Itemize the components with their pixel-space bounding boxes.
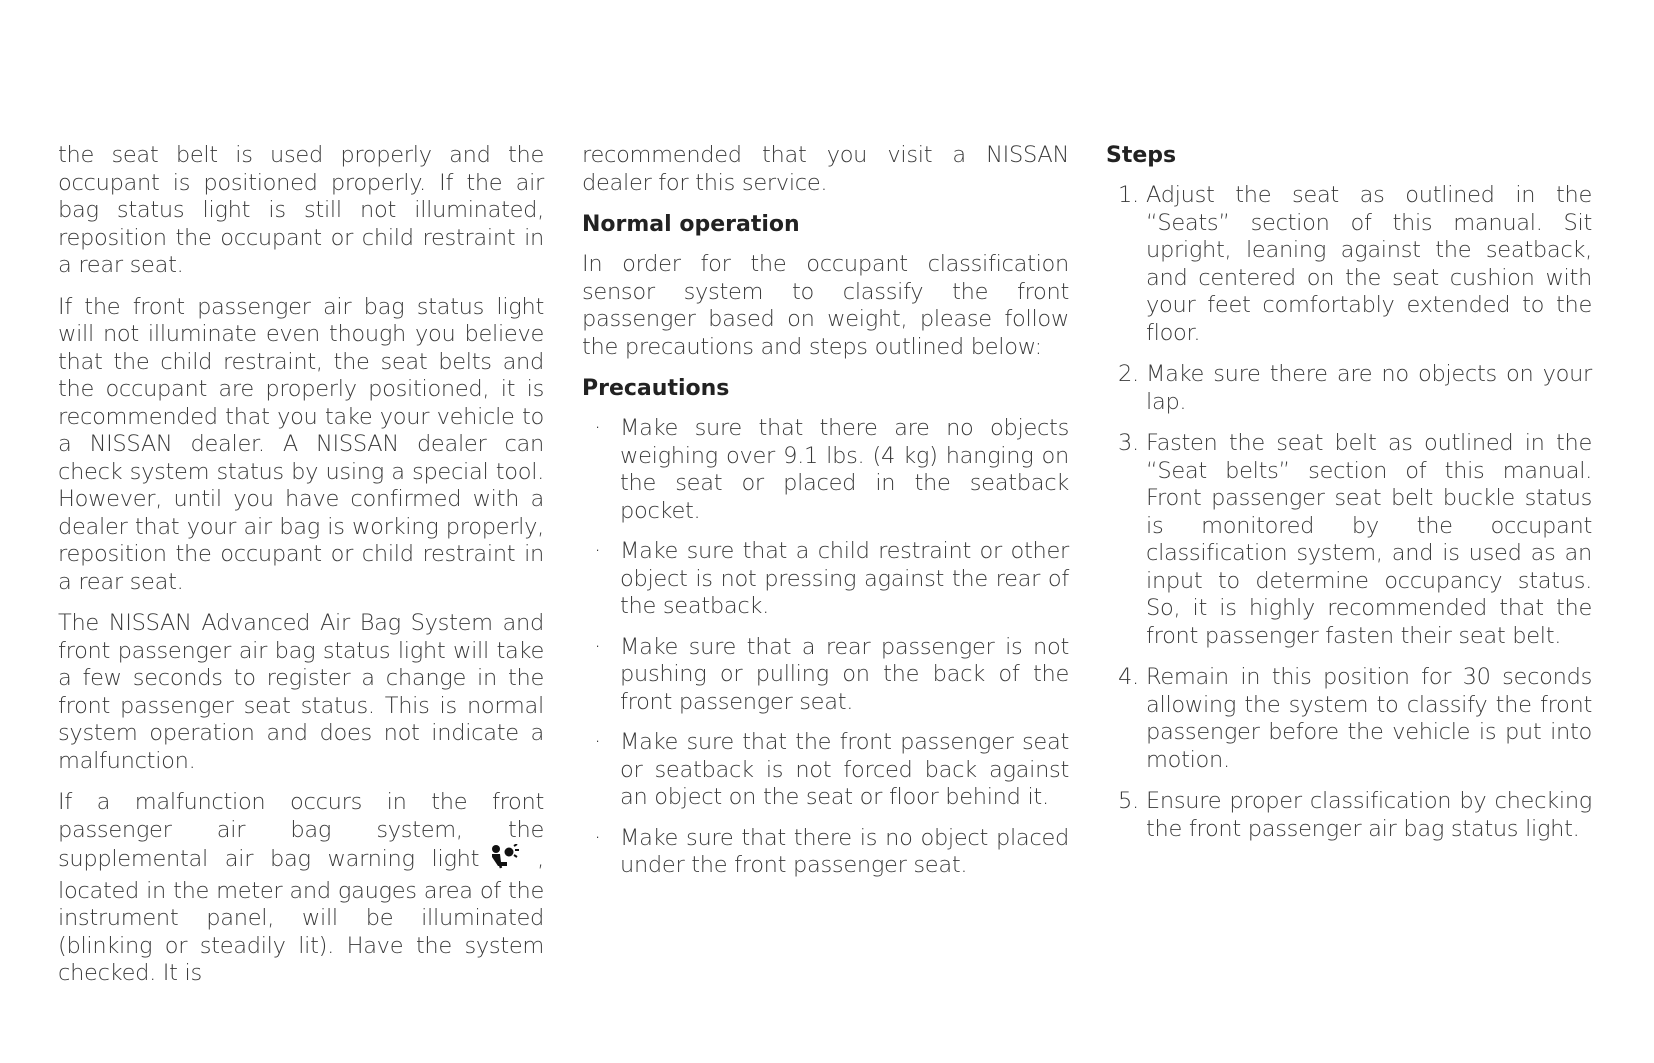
list-item — [582, 729, 1069, 812]
list-item — [1106, 182, 1592, 347]
bullet-marker: · — [594, 415, 601, 441]
list-item-text: Make sure that there is no object placed under the front passenger seat. — [620, 824, 1069, 878]
airbag-warning-icon — [489, 844, 519, 878]
step-text: Adjust the seat as outlined in the “Seats” section of this manual. Sit upright, leaning against the seatback, and centered on the seat cushion with your feet comfortably extended to the floor. — [1146, 182, 1592, 346]
column-middle — [582, 142, 1069, 893]
step-number: 5. — [1118, 788, 1139, 814]
malfunction-text-end: , located in the meter and gauges area of the instrument panel, will be illuminated (blinking or steadily lit). Have the system checked. It is — [58, 846, 544, 986]
step-text: Ensure proper classification by checking the front passenger air bag status light. — [1146, 788, 1592, 842]
list-item — [582, 538, 1069, 621]
heading-normal-operation: Normal operation — [582, 212, 800, 237]
paragraph-visit-dealer: recommended that you visit a NISSAN dealer for this service. — [582, 142, 1069, 196]
step-text: Make sure there are no objects on your lap. — [1146, 361, 1592, 415]
paragraph-status-light-not-illuminate: If the front passenger air bag status light will not illuminate even though you believe that the child restraint, the seat belts and the occupant are properly positioned, it is recommended that you take your vehicle to a NISSAN dealer. A NISSAN dealer can check system status by using a special tool. However, until you have confirmed with a dealer that your air bag is working properly, reposition the occupant or child restraint in a rear seat. — [58, 293, 544, 595]
bullet-marker: · — [594, 729, 601, 755]
column-left — [58, 142, 544, 1002]
list-item-text: Make sure that a child restraint or other object is not pressing against the rear of the seatback. — [620, 538, 1069, 619]
paragraph-occupant-positioned: the seat belt is used properly and the occupant is positioned properly. If the air bag status light is still not illuminated, reposition the occupant or child restraint in a rear seat. — [58, 142, 544, 278]
paragraph-classification-intro: In order for the occupant classification sensor system to classify the front passenger based on weight, please follow the precautions and steps outlined below: — [582, 251, 1069, 360]
heading-steps: Steps — [1106, 143, 1177, 168]
step-number: 4. — [1118, 664, 1139, 690]
paragraph-malfunction — [58, 789, 544, 988]
list-item — [1106, 788, 1592, 843]
heading-precautions: Precautions — [582, 376, 730, 401]
step-number: 3. — [1118, 430, 1139, 456]
list-item — [1106, 361, 1592, 416]
list-item — [1106, 664, 1592, 774]
column-right — [1106, 142, 1592, 857]
step-text: Remain in this position for 30 seconds allowing the system to classify the front passenger before the vehicle is put into motion. — [1146, 664, 1592, 773]
steps-list — [1106, 182, 1592, 843]
malfunction-text-start: If a malfunction occurs in the front passenger air bag system, the supplemental air bag warning light — [58, 789, 544, 872]
bullet-marker: · — [594, 633, 601, 660]
list-item — [582, 415, 1069, 525]
step-number: 1. — [1118, 182, 1139, 208]
step-text: Fasten the seat belt as outlined in the “Seat belts” section of this manual. Front passenger seat belt buckle status is monitored by the occupant classification system, and is used as an input to determine occupancy status. So, it is highly recommended that the front passenger fasten their seat belt. — [1146, 430, 1592, 649]
list-item — [582, 825, 1069, 880]
precautions-list — [582, 415, 1069, 880]
bullet-marker: · — [594, 538, 601, 564]
list-item-text: Make sure that a rear passenger is not pushing or pulling on the back of the front passenger seat. — [620, 633, 1069, 715]
list-item-text: Make sure that the front passenger seat or seatback is not forced back against an object on the seat or floor behind it. — [620, 729, 1069, 810]
list-item — [1106, 430, 1592, 650]
list-item — [582, 634, 1069, 717]
paragraph-register-change: The NISSAN Advanced Air Bag System and front passenger air bag status light will take a few seconds to register a change in the front passenger seat status. This is normal system operation and does not indicate a malfunction. — [58, 610, 544, 774]
list-item-text: Make sure that there are no objects weighing over 9.1 lbs. (4 kg) hanging on the seat or placed in the seatback pocket. — [620, 415, 1069, 524]
bullet-marker: · — [594, 824, 601, 851]
step-number: 2. — [1118, 361, 1139, 387]
